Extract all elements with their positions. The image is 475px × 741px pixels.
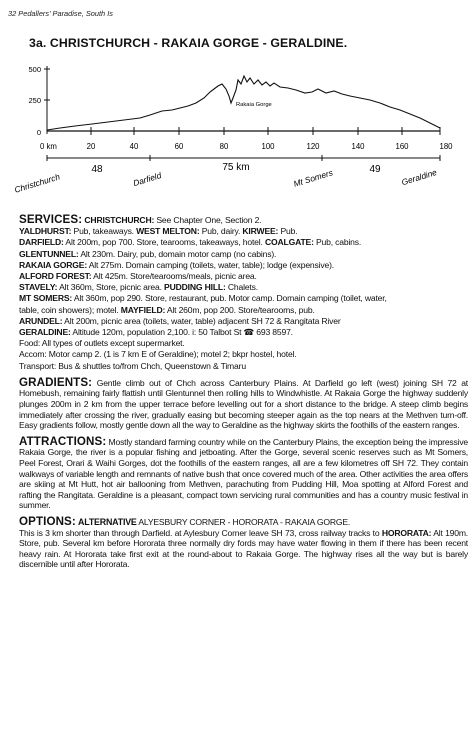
y-tick-label: 500	[28, 65, 41, 74]
elevation-profile	[0, 58, 475, 208]
services-line: SERVICES: CHRISTCHURCH: See Chapter One, Section 2.	[19, 213, 262, 226]
services-line: GERALDINE: Altitude 120m, population 2,100. i: 50 Talbot St ☎ 693 8597.	[19, 327, 293, 338]
services-line: ALFORD FOREST: Alt 425m. Store/tearooms/meals, picnic area.	[19, 271, 257, 282]
services-line: STAVELY: Alt 360m, Store, picnic area. PUDDING HILL: Chalets.	[19, 282, 258, 293]
services-line: DARFIELD: Alt 200m, pop 700. Store, tearooms, takeaways, hotel. COALGATE: Pub, cabins.	[19, 237, 362, 248]
services-line: Transport: Bus & shuttles to/from Chch, Queenstown & Timaru	[19, 360, 246, 371]
x-tick-label: 140	[351, 142, 365, 151]
x-tick-label: 100	[261, 142, 275, 151]
options-subtitle: ALYESBURY CORNER - HORORATA - RAKAIA GORGE.	[136, 516, 351, 527]
gradients-section	[19, 375, 468, 431]
place-label: Christchurch	[13, 171, 62, 195]
distance-label: 75 km	[222, 162, 250, 173]
services-line: ARUNDEL: Alt 200m, picnic area (toilets, water, table) adjacent SH 72 & Rangitata River	[19, 315, 341, 326]
x-tick-label: 40	[129, 142, 139, 151]
x-axis-km-label: 0 km	[40, 142, 57, 151]
gradients-text: Gentle climb out of Chch across Canterbury Plains. At Darfield go left (west) joining SH 72 at Homebush, remaining fairly flattish until Glentunnel then rolling hills to Windwhistle. At Rakaia Gorge the highway suddenly plunges 200m in 2 km from the upper terrace before levelling out for a short distance to the bridge. A steep climb begins immediately after crossing the river, gradually easing but becoming steeper again as the top nears at the Methven turn-off. Easy gradients follow, mostly gentle down all the way to Geraldine as the highway skirts the foothills of the eastern ranges.	[19, 377, 468, 431]
services-line: YALDHURST: Pub, takeaways. WEST MELTON: Pub, dairy. KIRWEE: Pub.	[19, 226, 298, 237]
options-subheading: ALTERNATIVE	[78, 516, 137, 527]
services-line: Food: All types of outlets except supermarket.	[19, 338, 185, 349]
page-header: 32 Pedallers' Paradise, South Is	[8, 9, 113, 18]
options-heading: OPTIONS:	[19, 514, 76, 528]
services-line: MT SOMERS: Alt 360m, pop 290. Store, restaurant, pub. Motor camp. Domain camping (toilet, water,	[19, 293, 387, 304]
x-tick-label: 60	[174, 142, 184, 151]
distance-label: 48	[91, 164, 103, 175]
services-heading: SERVICES:	[19, 213, 83, 226]
x-tick-label: 120	[306, 142, 320, 151]
attractions-heading: ATTRACTIONS:	[19, 434, 107, 448]
page-title: 3a. CHRISTCHURCH - RAKAIA GORGE - GERALDINE.	[29, 36, 348, 50]
services-line: table, coin showers); motel. MAYFIELD: Alt 260m, pop 200. Store/tearooms, pub.	[19, 304, 315, 315]
y-tick-label: 250	[28, 96, 41, 105]
x-tick-label: 160	[395, 142, 409, 151]
attractions-text: Mostly standard farming country while on the Canterbury Plains, the exception being the impressive Rakaia Gorge, the river is a popular fishing and jetboating. After the Gorge, several scenic reserves such as Mt Somers, Peel Forest, Orari & Waihi Gorges, dot the foothills of the eastern ranges, all are a few kilometres off SH 72. They contain walkways of variable length and remnants of native bush that once covered much of the area. Other activities the area offers are skiing at Mt Hutt, hot air ballooning from Methven, parachuting from Pudding Hill, Moa spotting at Alford Forest and rafting the Rangitata. Geraldine is a pleasant, compact town servicing rural communities and has a country music festival in summer.	[19, 436, 468, 511]
attractions-section	[19, 434, 468, 511]
place-label: Mt Somers	[292, 167, 334, 189]
distance-label: 49	[369, 164, 381, 175]
options-section: OPTIONS: ALTERNATIVE ALYESBURY CORNER - HORORATA - RAKAIA GORGE. This is 3 km shorter than through Darfield. at Aylesbury Corner leave SH 73, cross railway tracks to HORORATA: Alt 190m. Store, pub. Several km before Hororata three normally dry fords may have water flowing in them if there has been recent heavy rain. At Hororata take first exit at the round-about to Rakaia Gorge. The highway rises all the way but is barely discernible until after Hororata.	[19, 514, 468, 570]
services-line: GLENTUNNEL: Alt 230m. Dairy, pub, domain motor camp (no cabins).	[19, 248, 277, 259]
gorge-label: Rakaia Gorge	[236, 102, 272, 108]
x-tick-label: 20	[86, 142, 96, 151]
place-label: Darfield	[131, 170, 163, 189]
services-line: Accom: Motor camp 2. (1 is 7 km E of Geraldine); motel 2; bkpr hostel, hotel.	[19, 349, 297, 360]
gradients-heading: GRADIENTS:	[19, 375, 93, 389]
place-label: Geraldine	[400, 167, 438, 188]
x-tick-label: 80	[219, 142, 229, 151]
y-tick-label: 0	[36, 128, 41, 137]
route-info	[19, 214, 468, 570]
services-section	[19, 214, 468, 372]
services-line: RAKAIA GORGE: Alt 275m. Domain camping (toilets, water, table); lodge (expensive).	[19, 259, 334, 270]
x-tick-label: 180	[439, 142, 453, 151]
